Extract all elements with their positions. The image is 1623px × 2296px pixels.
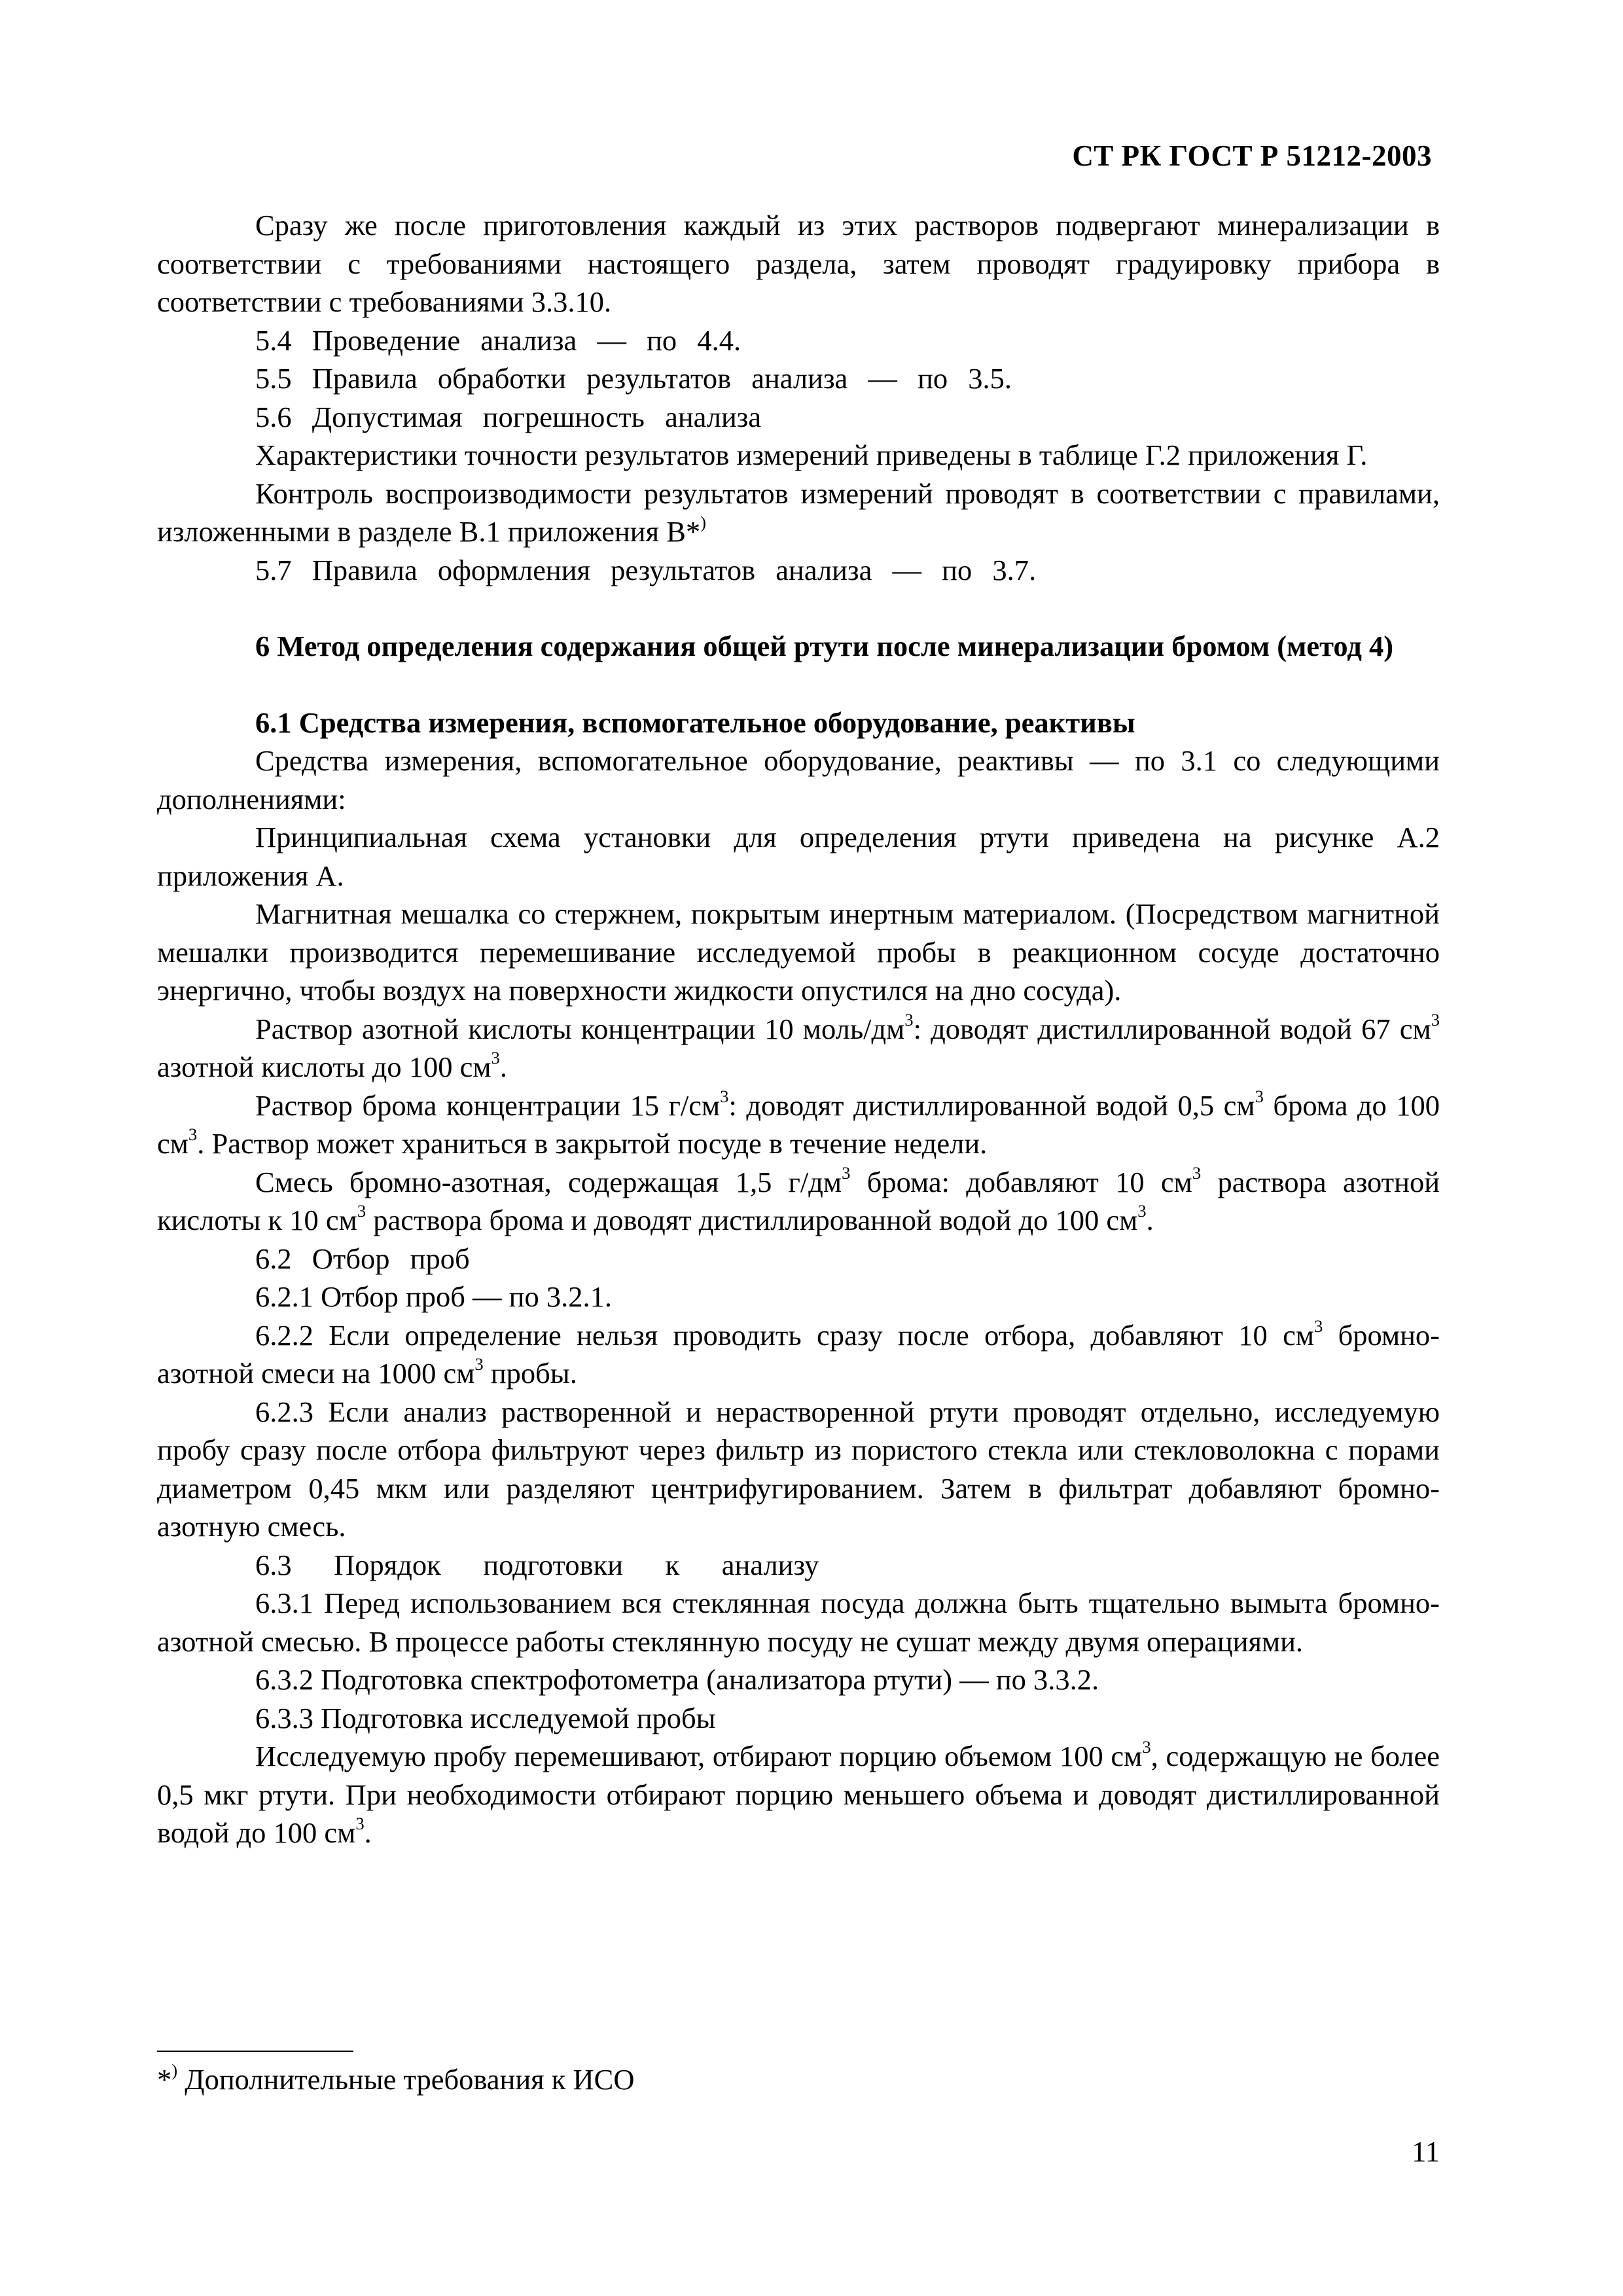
footnote-paren: ) [171,2060,178,2080]
paragraph-bromine-solution: Раствор брома концентрации 15 $г/см^3$: доводят дистиллированной водой 0,5 $см^3$ брома до 100 $см^3$. Раствор может храниться в закрытой посуде в течение недели. [157,1086,1440,1160]
footnote [157,2060,634,2098]
clause-6-3: 6.3 Порядок подготовки к анализу [255,1548,819,1581]
clause-6-3-2: 6.3.2 Подготовка спектрофотометра (анализатора ртути) — по 3.3.2. [255,1663,1099,1696]
footnote-star: * [157,2063,172,2096]
footnote-separator [157,2051,353,2052]
clause-6-3-1: 6.3.1 Перед использованием вся стеклянная посуда должна быть тщательно вымыта бромно-азотной смесью. В процессе работы стеклянную посуду не сушат между двумя операциями. [157,1587,1440,1658]
clause-5-7: 5.7 Правила оформления результатов анализа — по 3.7. [255,553,1037,586]
clause-6-3-3: 6.3.3 Подготовка исследуемой пробы [255,1701,716,1734]
paragraph-measuring-instruments: Средства измерения, вспомогательное оборудование, реактивы — по 3.1 со следующими дополнениями: [157,744,1440,816]
paragraph-accuracy-characteristics: Характеристики точности результатов измерений приведены в таблице Г.2 приложения Г. [255,439,1368,471]
clause-5-5: 5.5 Правила обработки результатов анализа — по 3.5. [255,362,1012,395]
clause-5-6: 5.6 Допустимая погрешность анализа [255,400,762,433]
clause-6-2-3: 6.2.3 Если анализ растворенной и нерастворенной ртути проводят отдельно, исследуемую пробу сразу после отбора фильтруют через фильтр из пористого стекла или стекловолокна с порами диаметром 0,45 мкм или разделяют центрифугированием. Затем в фильтрат добавляют бромно-азотную смесь. [157,1395,1440,1543]
subsection-6-1-heading: 6.1 Средства измерения, вспомогательное оборудование, реактивы [255,706,1135,739]
footnote-text: Дополнительные требования к ИСО [177,2063,635,2096]
footnote-reference-mark: ) [700,512,707,532]
clause-6-2-2: 6.2.2 Если определение нельзя проводить сразу после отбора, добавляют 10 $см^3$ бромно-азотной смеси на 1000 $см^3$ пробы. [157,1316,1440,1390]
paragraph-nitric-acid-solution: Раствор азотной кислоты концентрации 10 моль/$дм^3$: доводят дистиллированной водой 67 $см^3$ азотной кислоты до 100 $см^3$. [157,1009,1440,1083]
page-number: 11 [1412,2135,1440,2168]
page-body [157,206,1440,1852]
document-code-header: СТ РК ГОСТ Р 51212-2003 [1072,139,1432,172]
clause-5-4: 5.4 Проведение анализа — по 4.4. [255,323,741,357]
paragraph-reproducibility-control [157,475,1440,551]
paragraph-magnetic-stirrer: Магнитная мешалка со стержнем, покрытым инертным материалом. (Посредством магнитной мешалки производится перемешивание исследуемой пробы в реакционном сосуде достаточно энергично, чтобы воздух на поверхности жидкости опустился на дно сосуда). [157,897,1440,1007]
clause-6-2-1: 6.2.1 Отбор проб — по 3.2.1. [255,1280,612,1313]
clause-6-2: 6.2 Отбор проб [255,1242,470,1275]
paragraph-preparation-note: Сразу же после приготовления каждый из этих растворов подвергают минерализации в соответствии с требованиями настоящего раздела, затем проводят градуировку прибора в соответствии с требованиями 3.3.10. [157,209,1440,318]
reproducibility-text: Контроль воспроизводимости результатов измерений проводят в соответствии с правилами, изложенными в разделе В.1 приложения В* [157,476,1440,548]
paragraph-sample-preparation: Исследуемую пробу перемешивают, отбирают порцию объемом 100 $см^3$, содержащую не более 0,5 мкг ртути. При необходимости отбирают порцию меньшего объема и доводят дистиллированной водой до 100 $см^3$. [157,1736,1440,1849]
section-6-heading: 6 Метод определения содержания общей ртути после минерализации бромом (метод 4) [255,630,1394,662]
paragraph-bromine-nitric-mixture: Смесь бромно-азотная, содержащая 1,5 $г/дм^3$ брома: добавляют 10 $см^3$ раствора азотной кислоты к 10 $см^3$ раствора брома и доводят дистиллированной водой до 100 $см^3$. [157,1162,1440,1236]
paragraph-schematic-reference: Принципиальная схема установки для определения ртути приведена на рисунке А.2 приложения А. [157,821,1440,892]
